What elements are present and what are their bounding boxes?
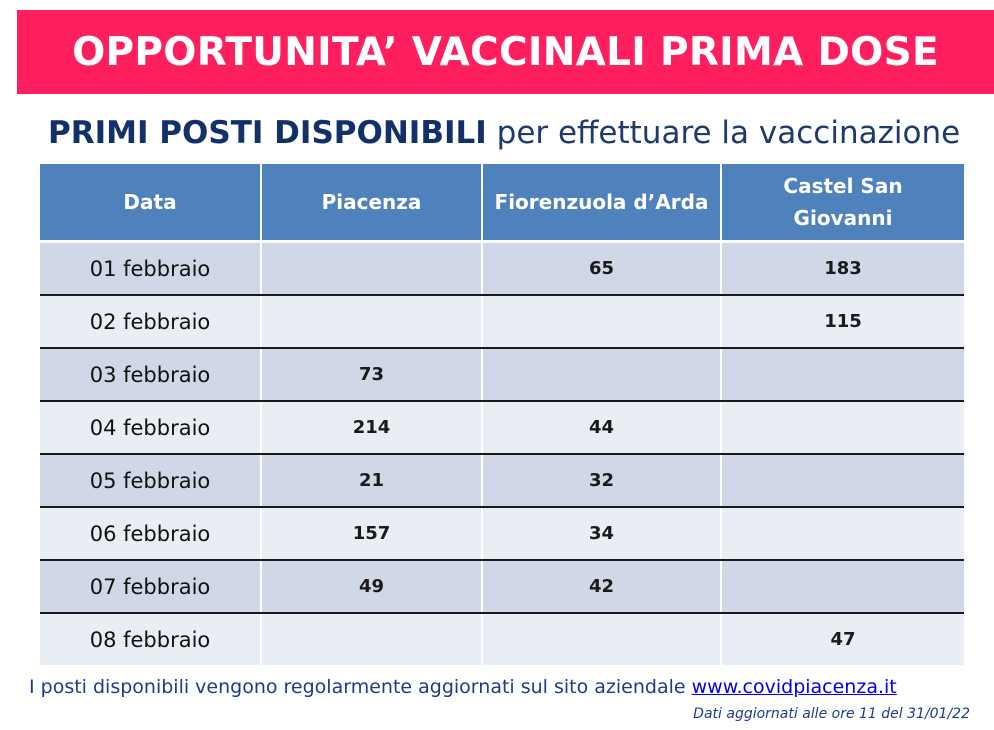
table-row (40, 507, 964, 560)
website-link[interactable]: www.covidpiacenza.it (691, 676, 897, 698)
table-row (40, 613, 964, 665)
cell-piacenza (261, 613, 482, 665)
cell-fiorenzuola: 34 (482, 507, 721, 560)
column-header-fiorenzuola: Fiorenzuola d’Arda (482, 164, 721, 242)
cell-fiorenzuola (482, 613, 721, 665)
table-row (40, 348, 964, 401)
cell-piacenza: 73 (261, 348, 482, 401)
cell-castel-san-giovanni: 115 (721, 295, 964, 348)
footnote (29, 676, 989, 698)
cell-castel-san-giovanni (721, 560, 964, 613)
title-banner (17, 10, 994, 94)
cell-date: 02 febbraio (40, 295, 261, 348)
table-row (40, 295, 964, 348)
table-row (40, 560, 964, 613)
cell-fiorenzuola: 44 (482, 401, 721, 454)
table-header-row (40, 164, 964, 242)
table-row (40, 401, 964, 454)
cell-castel-san-giovanni (721, 348, 964, 401)
cell-castel-san-giovanni: 183 (721, 242, 964, 296)
subtitle-rest: per effettuare la vaccinazione (496, 115, 961, 151)
cell-castel-san-giovanni (721, 454, 964, 507)
cell-piacenza (261, 295, 482, 348)
cell-date: 03 febbraio (40, 348, 261, 401)
cell-piacenza: 214 (261, 401, 482, 454)
column-header-castel-san-giovanni: Castel San Giovanni (721, 164, 964, 242)
cell-fiorenzuola (482, 348, 721, 401)
cell-castel-san-giovanni (721, 401, 964, 454)
cell-piacenza: 157 (261, 507, 482, 560)
cell-castel-san-giovanni: 47 (721, 613, 964, 665)
cell-fiorenzuola: 42 (482, 560, 721, 613)
subtitle-strong: PRIMI POSTI DISPONIBILI (48, 115, 487, 151)
cell-piacenza: 21 (261, 454, 482, 507)
column-header-piacenza: Piacenza (261, 164, 482, 242)
subtitle (48, 115, 994, 151)
cell-date: 07 febbraio (40, 560, 261, 613)
cell-date: 08 febbraio (40, 613, 261, 665)
table-row (40, 242, 964, 296)
cell-castel-san-giovanni (721, 507, 964, 560)
cell-date: 05 febbraio (40, 454, 261, 507)
footnote-text: I posti disponibili vengono regolarmente aggiornati sul sito aziendale (29, 676, 686, 698)
cell-piacenza (261, 242, 482, 296)
cell-fiorenzuola: 65 (482, 242, 721, 296)
cell-piacenza: 49 (261, 560, 482, 613)
cell-date: 06 febbraio (40, 507, 261, 560)
last-updated: Dati aggiornati alle ore 11 del 31/01/22 (693, 706, 970, 722)
cell-date: 04 febbraio (40, 401, 261, 454)
cell-fiorenzuola (482, 295, 721, 348)
cell-fiorenzuola: 32 (482, 454, 721, 507)
cell-date: 01 febbraio (40, 242, 261, 296)
table-row (40, 454, 964, 507)
column-header-data: Data (40, 164, 261, 242)
page-title: OPPORTUNITA’ VACCINALI PRIMA DOSE (72, 29, 939, 75)
availability-table (40, 164, 964, 665)
